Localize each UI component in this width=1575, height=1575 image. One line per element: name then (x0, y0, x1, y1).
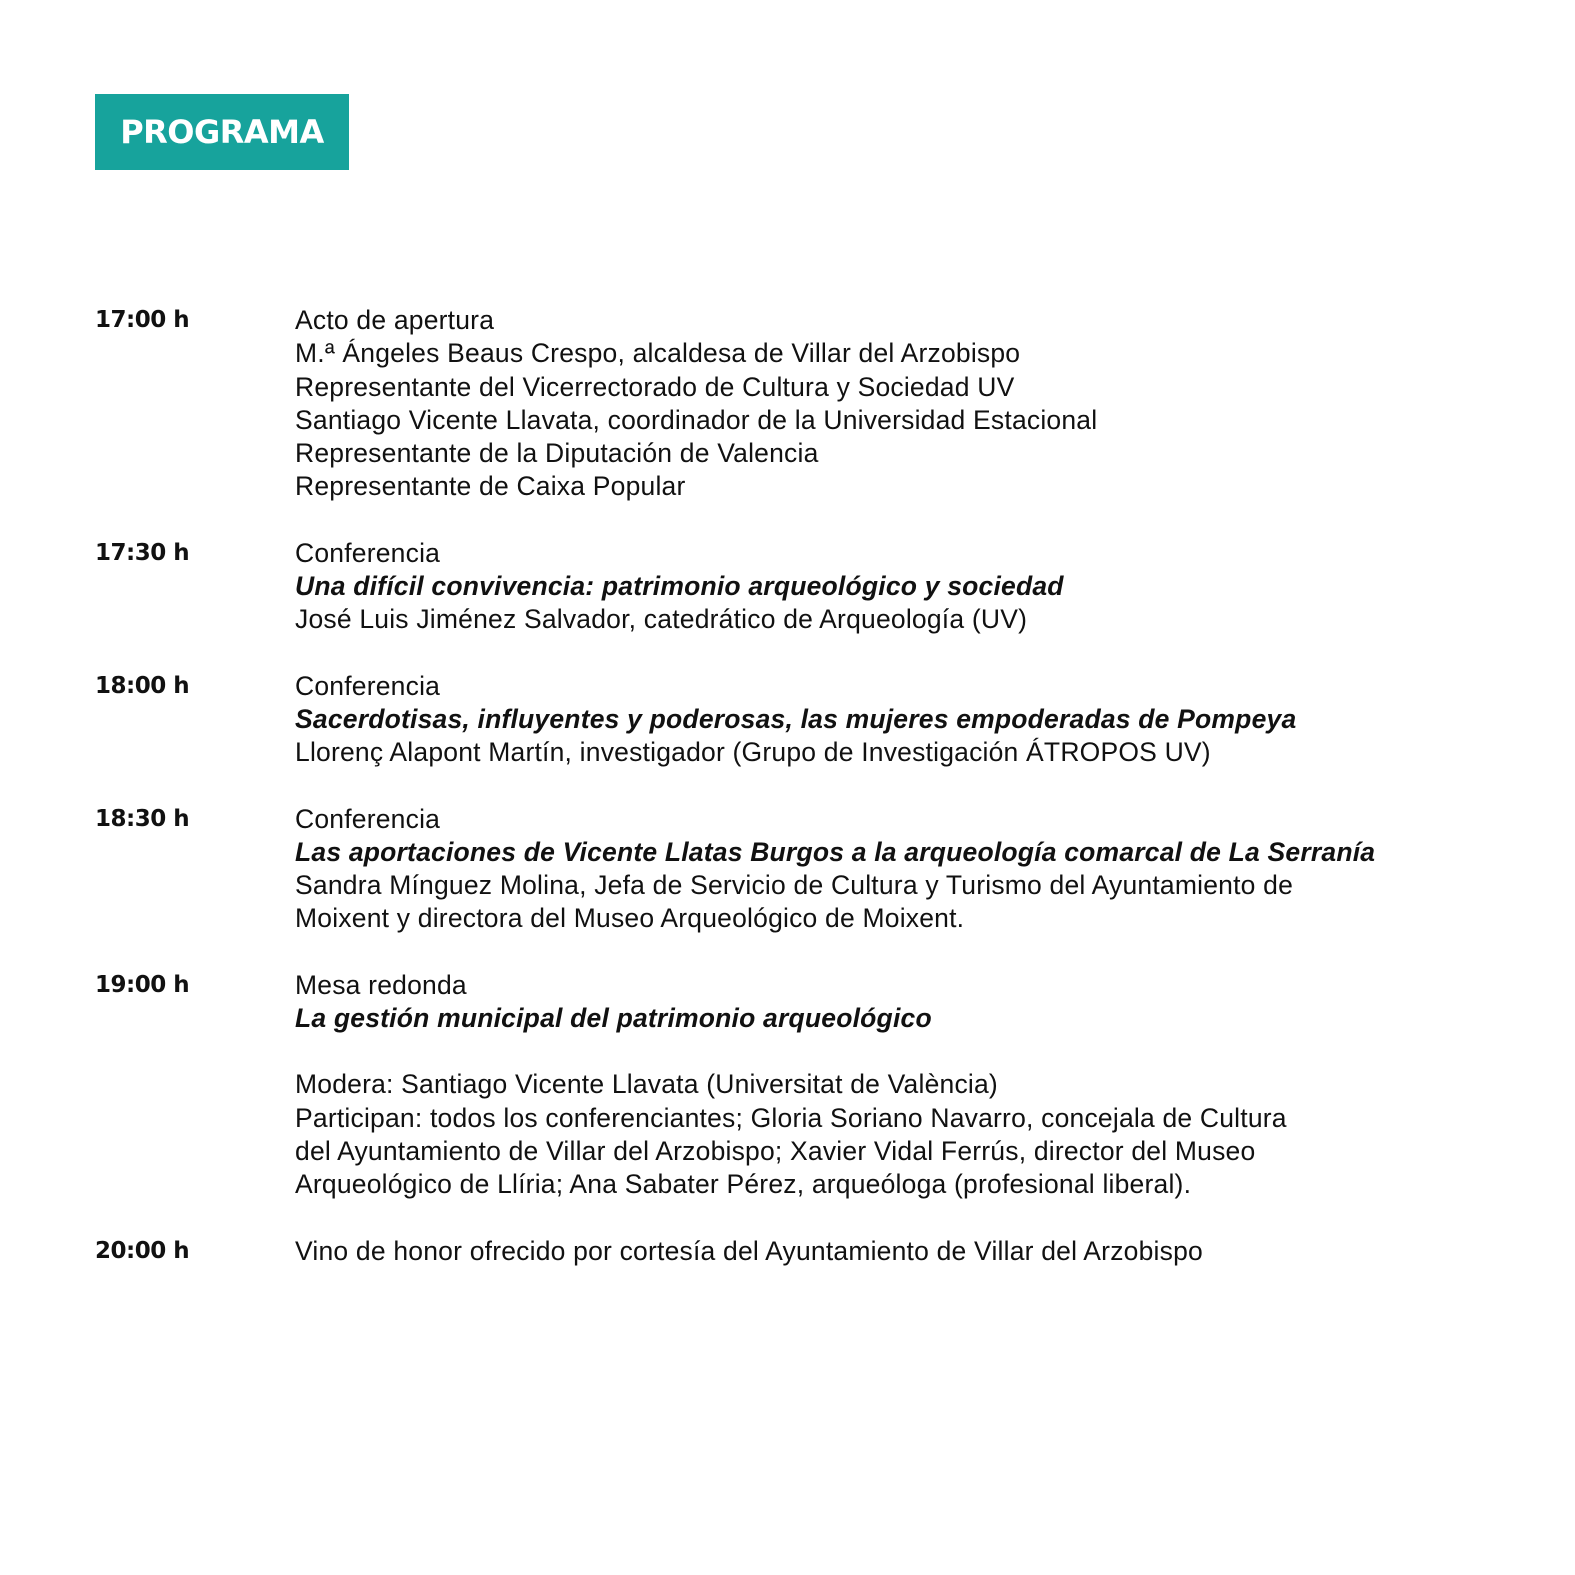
entry-line: Modera: Santiago Vicente Llavata (Universitat de València) (295, 1069, 998, 1100)
entry-type: Conferencia (295, 537, 441, 568)
schedule (95, 304, 1515, 1268)
page-title: PROGRAMA (120, 113, 324, 151)
entry-line: Representante de la Diputación de Valencia (295, 438, 819, 469)
entry-details (295, 803, 1515, 936)
schedule-entry (95, 969, 1515, 1202)
programa-badge (95, 94, 349, 170)
entry-time: 17:00 h (95, 307, 190, 333)
schedule-entry (95, 670, 1515, 770)
entry-title: Las aportaciones de Vicente Llatas Burgos a la arqueología comarcal de La Serranía (295, 836, 1376, 867)
entry-line: Acto de apertura (295, 305, 495, 335)
schedule-entry (95, 803, 1515, 936)
entry-details (295, 304, 1515, 504)
entry-line: Llorenç Alapont Martín, investigador (Grupo de Investigación ÁTROPOS UV) (295, 737, 1211, 768)
entry-line: Representante del Vicerrectorado de Cultura y Sociedad UV (295, 371, 1015, 402)
entry-details (295, 969, 1515, 1202)
entry-line: Santiago Vicente Llavata, coordinador de la Universidad Estacional (295, 404, 1098, 435)
entry-time: 20:00 h (95, 1237, 190, 1264)
entry-details (295, 537, 1515, 637)
entry-type: Mesa redonda (295, 969, 467, 1000)
schedule-entry (95, 1235, 1515, 1268)
entry-line: Sandra Mínguez Molina, Jefa de Servicio de Cultura y Turismo del Ayuntamiento de (295, 870, 1294, 901)
entry-type: Conferencia (295, 803, 441, 834)
entry-title: Una difícil convivencia: patrimonio arqueológico y sociedad (295, 571, 1064, 602)
entry-details (295, 670, 1515, 770)
entry-line: Moixent y directora del Museo Arqueológico de Moixent. (295, 903, 965, 934)
entry-time: 19:00 h (95, 971, 190, 998)
entry-time: 18:00 h (95, 672, 190, 699)
entry-line: Participan: todos los conferenciantes; Gloria Soriano Navarro, concejala de Cultura (295, 1102, 1287, 1133)
entry-time: 18:30 h (95, 805, 190, 832)
entry-line: Representante de Caixa Popular (295, 471, 686, 502)
entry-title: Sacerdotisas, influyentes y poderosas, las mujeres empoderadas de Pompeya (295, 703, 1297, 734)
entry-details (295, 1235, 1515, 1268)
schedule-entry (95, 304, 1515, 504)
entry-line: Arqueológico de Llíria; Ana Sabater Pérez, arqueóloga (profesional liberal). (295, 1169, 1192, 1200)
schedule-entry (95, 537, 1515, 637)
entry-type: Conferencia (295, 670, 441, 701)
entry-line: José Luis Jiménez Salvador, catedrático de Arqueología (UV) (295, 604, 1028, 635)
entry-time: 17:30 h (95, 539, 190, 566)
entry-line: M.ª Ángeles Beaus Crespo, alcaldesa de Villar del Arzobispo (295, 338, 1021, 369)
entry-line: del Ayuntamiento de Villar del Arzobispo; Xavier Vidal Ferrús, director del Museo (295, 1135, 1256, 1166)
entry-line: Vino de honor ofrecido por cortesía del Ayuntamiento de Villar del Arzobispo (295, 1235, 1203, 1266)
entry-title: La gestión municipal del patrimonio arqueológico (295, 1003, 932, 1034)
spacer (295, 1035, 1515, 1068)
